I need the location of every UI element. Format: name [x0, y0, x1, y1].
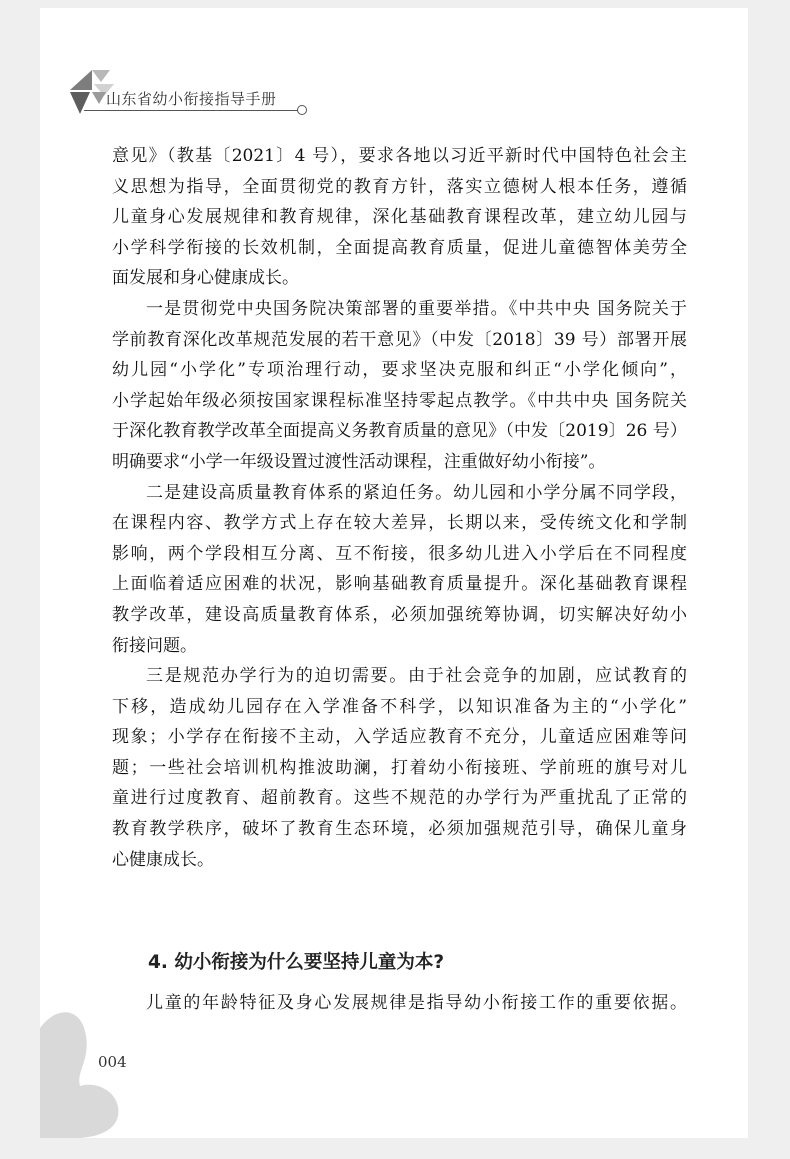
text-line: 儿童身心发展规律和教育规律，深化基础教育课程改革，建立幼儿园与: [112, 207, 687, 228]
book-page: [40, 8, 748, 1138]
text-line: 儿童的年龄特征及身心发展规律是指导幼小衔接工作的重要依据。: [146, 993, 687, 1013]
text-line: 童进行过度教育、超前教育。这些不规范的办学行为严重扰乱了正常的: [112, 788, 687, 809]
text-line: 小学起始年级必须按国家课程标准坚持零起点教学。《中共中央 国务院关: [112, 390, 687, 411]
section-body: [146, 988, 687, 1019]
text-line: 学前教育深化改革规范发展的若干意见》（中发〔2018〕39 号）部署开展: [112, 329, 687, 350]
text-line: 小学科学衔接的长效机制，全面提高教育质量，促进儿童德智体美劳全: [112, 237, 687, 258]
text-line: 于深化教育教学改革全面提高义务教育质量的意见》（中发〔2019〕26 号）: [112, 421, 687, 442]
text-line: 幼儿园“小学化”专项治理行动，要求坚决克服和纠正“小学化倾向”，: [112, 360, 687, 381]
text-line: 心健康成长。: [112, 849, 214, 870]
text-line: 义思想为指导，全面贯彻党的教育方针，落实立德树人根本任务，遵循: [112, 176, 687, 197]
text-line: 题；一些社会培训机构推波助澜，打着幼小衔接班、学前班的旗号对儿: [112, 757, 687, 778]
text-line: 现象；小学存在衔接不主动，入学适应教育不充分，儿童适应困难等问: [112, 727, 687, 748]
text-line: 面发展和身心健康成长。: [112, 268, 299, 289]
text-line: 下移，造成幼儿园存在入学准备不科学，以知识准备为主的“小学化”: [112, 696, 687, 717]
text-line: 影响，两个学段相互分离、互不衔接，很多幼儿进入小学后在不同程度: [112, 543, 687, 564]
petal-decoration-icon: [40, 1008, 160, 1138]
header-divider-dot: [297, 105, 307, 115]
header-divider: [84, 110, 299, 111]
body-text: [112, 141, 687, 875]
text-line: 在课程内容、教学方式上存在较大差异，长期以来，受传统文化和学制: [112, 513, 687, 534]
page-number: 004: [98, 1053, 127, 1071]
section-heading: 4. 幼小衔接为什么要坚持儿童为本?: [148, 952, 445, 973]
text-line: 上面临着适应困难的状况，影响基础教育质量提升。深化基础教育课程: [112, 574, 687, 595]
text-line: 三是规范办学行为的迫切需要。由于社会竞争的加剧，应试教育的: [146, 666, 687, 687]
text-line: 意见》（教基〔2021〕4 号），要求各地以习近平新时代中国特色社会主: [112, 146, 687, 166]
text-line: 一是贯彻党中央国务院决策部署的重要举措。《中共中央 国务院关于: [146, 298, 687, 319]
text-line: 教育教学秩序，破坏了教育生态环境，必须加强规范引导，确保儿童身: [112, 819, 687, 840]
book-title: 山东省幼小衔接指导手册: [106, 90, 277, 108]
text-line: 教学改革，建设高质量教育体系，必须加强统筹协调，切实解决好幼小: [112, 604, 687, 625]
text-line: 衔接问题。: [112, 635, 197, 656]
text-line: 二是建设高质量教育体系的紧迫任务。幼儿园和小学分属不同学段，: [146, 482, 687, 503]
text-line: 明确要求“小学一年级设置过渡性活动课程，注重做好幼小衔接”。: [112, 451, 606, 472]
